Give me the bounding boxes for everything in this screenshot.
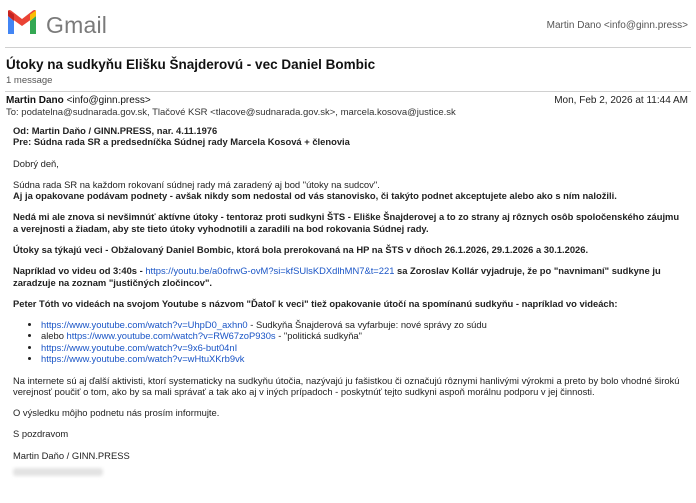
message-body xyxy=(13,125,685,477)
body-paragraph-7: O výsledku môjho podnetu nás prosím informujte. xyxy=(13,407,220,419)
body-signature xyxy=(13,450,685,461)
signature-name: Martin Daňo / GINN.PRESS xyxy=(13,449,130,461)
paragraph-4-intro: Napríklad vo videu od 3:40s - xyxy=(13,265,146,277)
sender-name: Martin Dano xyxy=(6,95,64,106)
body-paragraph-1 xyxy=(13,179,685,202)
recipients-line: To: podatelna@sudnarada.gov.sk, Tlačové KSR <tlacove@sudnarada.gov.sk>, marcela.kosova@justice.sk xyxy=(6,107,456,118)
paragraph-4-rest: sa Zoroslav Kollár vyjadruje, že po "navnimaní" sudkyne ju zaradzuje na zoznam "justičných zločincov". xyxy=(13,265,661,288)
body-paragraph-5: Peter Tóth vo videách na svojom Youtube s názvom "Ďatoľ k veci" tiež opakovanie útočí na spomínanú sudkyňu - napríklad vo videách: xyxy=(13,297,618,309)
list-item xyxy=(41,353,685,364)
link-description: - Sudkyňa Šnajderová sa vyfarbuje: nové správy zo súdu xyxy=(247,319,487,331)
thread-subject: Útoky na sudkyňu Elišku Šnajderovú - vec Daniel Bombic xyxy=(6,57,376,72)
gmail-logo-icon xyxy=(6,8,38,36)
list-item xyxy=(41,342,685,353)
message-sender xyxy=(6,95,151,106)
list-item xyxy=(41,319,685,330)
youtube-link[interactable]: https://www.youtube.com/watch?v=wHtuXKrb9vk xyxy=(41,353,245,365)
body-from: Od: Martin Daňo / GINN.PRESS, nar. 4.11.1976 xyxy=(13,125,218,136)
divider xyxy=(5,47,691,48)
video-link[interactable]: https://youtu.be/a0ofrwG-ovM?si=kfSUlsKDXdlhMN7&t=221 xyxy=(145,265,395,277)
body-greeting: Dobrý deň, xyxy=(13,157,59,169)
gmail-header xyxy=(0,0,696,46)
body-paragraph-4 xyxy=(13,265,685,288)
youtube-link[interactable]: https://www.youtube.com/watch?v=RW67zoP930s xyxy=(66,330,276,342)
video-link-list xyxy=(13,319,685,365)
youtube-link[interactable]: https://www.youtube.com/watch?v=9x6-but04nI xyxy=(41,341,238,353)
body-paragraph-6: Na internete sú aj ďalší aktivisti, ktorí systematicky na sudkyňu útočia, nazývajú ju fašistkou či označujú rôznymi hanlivými výrokmi a preto by bolo vhodné širokú verejnosť poučiť o tom, ako by sa mali správať a tak ako aj v iných prípadoch - poskytnúť tejto sudkyni aspoň morálnu podporu v jej činnosti. xyxy=(13,374,680,398)
blurred-signature-detail xyxy=(13,465,685,476)
account-label: Martin Dano <info@ginn.press> xyxy=(546,20,688,31)
body-header xyxy=(13,125,685,148)
redacted-text xyxy=(13,468,103,476)
paragraph-1-line-1: Súdna rada SR na každom rokovaní súdnej rady má zaradený aj bod "útoky na sudcov". xyxy=(13,178,380,190)
body-paragraph-3: Útoky sa týkajú veci - Obžalovaný Daniel Bombic, ktorá bola prerokovaná na HP na ŠTS v dňoch 26.1.2026, 29.1.2026 a 30.1.2026. xyxy=(13,244,589,256)
body-to: Pre: Súdna rada SR a predsedníčka Súdnej rady Marcela Kosová + členovia xyxy=(13,136,350,148)
youtube-link[interactable]: https://www.youtube.com/watch?v=UhpD0_axhn0 xyxy=(41,319,248,331)
paragraph-1-line-2: Aj ja opakovane podávam podnety - avšak nikdy som nedostal od vás stanovisko, či takýto podnet akceptujete alebo ako s ním naložili. xyxy=(13,190,617,202)
body-paragraph-2: Nedá mi ale znova si nevšimnúť aktívne útoky - tentoraz proti sudkyni ŠTS - Eliške Šnajderovej a to zo strany aj rôznych osôb spoločenského záujmu a verejnosti a žiadam, aby ste tieto útoky vyhodnotili a zaradili na bod rokovania Súdnej rady. xyxy=(13,211,680,234)
body-closing: S pozdravom xyxy=(13,428,69,440)
gmail-brand-text: Gmail xyxy=(46,12,108,38)
divider xyxy=(5,91,691,92)
message-count: 1 message xyxy=(6,75,53,86)
link-prefix: alebo xyxy=(41,330,67,342)
message-date: Mon, Feb 2, 2026 at 11:44 AM xyxy=(554,95,688,106)
link-description: - "politická sudkyňa" xyxy=(275,330,362,342)
list-item xyxy=(41,330,685,341)
sender-email: <info@ginn.press> xyxy=(66,95,151,106)
